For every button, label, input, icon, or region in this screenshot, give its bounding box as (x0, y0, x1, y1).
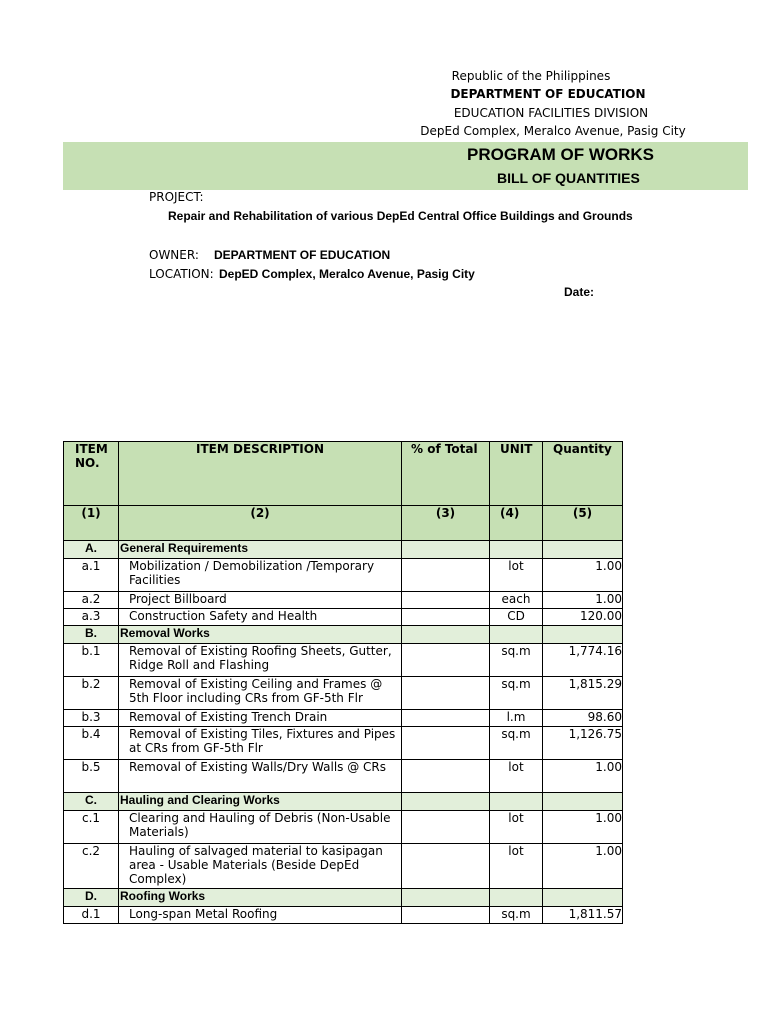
item-no: a.3 (64, 609, 119, 626)
table-row (64, 710, 623, 727)
boq-table (63, 441, 623, 924)
item-no: a.2 (64, 592, 119, 609)
item-unit: CD (490, 609, 543, 626)
section-title: General Requirements (119, 541, 402, 559)
item-quantity: 1.00 (543, 559, 623, 592)
item-no: d.1 (64, 907, 119, 924)
item-percent (402, 760, 490, 793)
item-quantity: 1.00 (543, 844, 623, 889)
owner-value: DEPARTMENT OF EDUCATION (214, 248, 391, 262)
section-title: Hauling and Clearing Works (119, 793, 402, 811)
item-no: b.3 (64, 710, 119, 727)
item-percent (402, 844, 490, 889)
header-percent-total: % of Total (402, 442, 490, 506)
item-no: b.5 (64, 760, 119, 793)
item-percent (402, 559, 490, 592)
table-row (64, 844, 623, 889)
item-unit: lot (490, 559, 543, 592)
project-label: PROJECT: (149, 190, 204, 204)
item-no: b.1 (64, 644, 119, 677)
item-description: Hauling of salvaged material to kasipagan area - Usable Materials (Beside DepEd Complex) (119, 844, 402, 889)
table-row (64, 559, 623, 592)
item-no: b.4 (64, 727, 119, 760)
col-number-1: (1) (64, 506, 119, 541)
table-row (64, 811, 623, 844)
item-description: Construction Safety and Health (119, 609, 402, 626)
item-description: Removal of Existing Ceiling and Frames @ 5th Floor including CRs from GF-5th Flr (119, 677, 402, 710)
item-unit: lot (490, 844, 543, 889)
item-unit: sq.m (490, 907, 543, 924)
location-label: LOCATION: (149, 267, 214, 281)
item-no: a.1 (64, 559, 119, 592)
table-number-row (64, 506, 623, 541)
section-title: Roofing Works (119, 889, 402, 907)
item-description: Removal of Existing Roofing Sheets, Gutter, Ridge Roll and Flashing (119, 644, 402, 677)
table-header-row (64, 442, 623, 506)
department-line: DEPARTMENT OF EDUCATION (450, 87, 646, 101)
item-percent (402, 609, 490, 626)
owner-label: OWNER: (149, 248, 199, 262)
col-number-4: (4) (490, 506, 543, 541)
address-line: DepEd Complex, Meralco Avenue, Pasig City (420, 124, 686, 138)
col-number-5: (5) (543, 506, 623, 541)
location-value: DepED Complex, Meralco Avenue, Pasig City (219, 267, 475, 281)
item-description: Mobilization / Demobilization /Temporary Facilities (119, 559, 402, 592)
item-no: b.2 (64, 677, 119, 710)
item-quantity: 1,815.29 (543, 677, 623, 710)
item-quantity: 1,774.16 (543, 644, 623, 677)
date-label: Date: (564, 285, 595, 299)
item-percent (402, 644, 490, 677)
table-row (64, 727, 623, 760)
item-percent (402, 727, 490, 760)
item-percent (402, 811, 490, 844)
section-no: C. (64, 793, 119, 811)
table-row (64, 609, 623, 626)
section-row-d (64, 889, 623, 907)
item-unit: lot (490, 760, 543, 793)
section-row-c (64, 793, 623, 811)
section-no: B. (64, 626, 119, 644)
project-name: Repair and Rehabilitation of various DepEd Central Office Buildings and Grounds (168, 209, 633, 223)
item-percent (402, 907, 490, 924)
item-description: Removal of Existing Trench Drain (119, 710, 402, 727)
item-quantity: 1.00 (543, 760, 623, 793)
item-percent (402, 677, 490, 710)
table-row (64, 677, 623, 710)
table-row (64, 592, 623, 609)
item-description: Removal of Existing Walls/Dry Walls @ CRs (119, 760, 402, 793)
title-clip (440, 142, 654, 190)
item-quantity: 1.00 (543, 811, 623, 844)
republic-line: Republic of the Philippines (451, 69, 611, 83)
col-number-3: (3) (402, 506, 490, 541)
header-quantity: Quantity (543, 442, 623, 506)
program-title: PROGRAM OF WORKS (467, 145, 654, 164)
section-title: Removal Works (119, 626, 402, 644)
header-item-no: ITEM NO. (64, 442, 119, 506)
col-number-2: (2) (119, 506, 402, 541)
item-unit: sq.m (490, 677, 543, 710)
item-unit: sq.m (490, 727, 543, 760)
item-no: c.2 (64, 844, 119, 889)
item-description: Removal of Existing Tiles, Fixtures and Pipes at CRs from GF-5th Flr (119, 727, 402, 760)
section-no: A. (64, 541, 119, 559)
division-line: EDUCATION FACILITIES DIVISION (453, 106, 649, 120)
table-row (64, 644, 623, 677)
item-no: c.1 (64, 811, 119, 844)
section-no: D. (64, 889, 119, 907)
item-quantity: 1,126.75 (543, 727, 623, 760)
header-item-description: ITEM DESCRIPTION (119, 442, 402, 506)
item-quantity: 98.60 (543, 710, 623, 727)
section-row-b (64, 626, 623, 644)
item-unit: l.m (490, 710, 543, 727)
table-row (64, 760, 623, 793)
item-quantity: 1,811.57 (543, 907, 623, 924)
item-description: Clearing and Hauling of Debris (Non-Usable Materials) (119, 811, 402, 844)
item-unit: lot (490, 811, 543, 844)
item-percent (402, 592, 490, 609)
header-unit: UNIT (490, 442, 543, 506)
item-unit: each (490, 592, 543, 609)
letterhead (420, 69, 686, 149)
item-unit: sq.m (490, 644, 543, 677)
item-description: Long-span Metal Roofing (119, 907, 402, 924)
item-percent (402, 710, 490, 727)
section-row-a (64, 541, 623, 559)
table-row (64, 907, 623, 924)
item-description: Project Billboard (119, 592, 402, 609)
item-quantity: 120.00 (543, 609, 623, 626)
boq-subtitle: BILL OF QUANTITIES (497, 170, 640, 186)
item-quantity: 1.00 (543, 592, 623, 609)
